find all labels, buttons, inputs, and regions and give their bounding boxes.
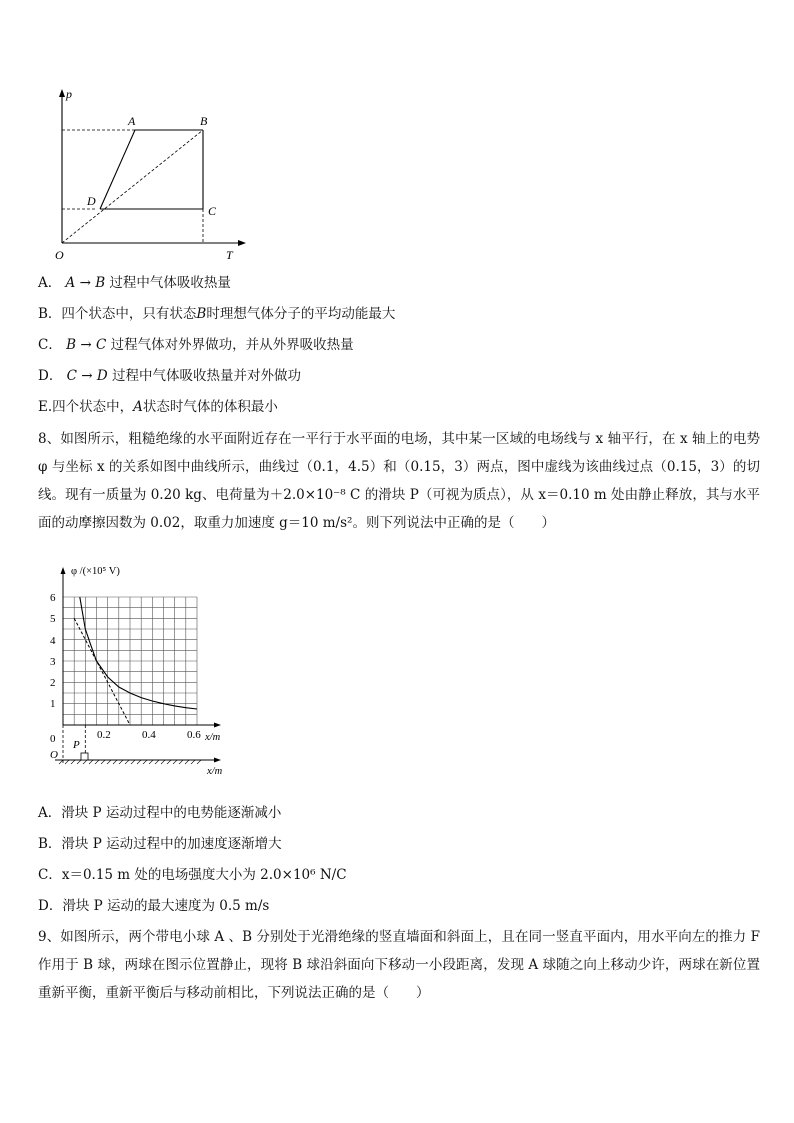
point-b-label: B [200,114,208,128]
slider-block [81,753,88,760]
y-tick: 1 [50,698,56,710]
x-tick: 0.2 [97,729,111,741]
q9-stem: 9、如图所示，两个带电小球 A 、B 分别处于光滑绝缘的竖直墙面和斜面上，且在同一竖直平面内，用水平向左的推力 F 作用于 B 球，两球在图示位置静止，现将 B 球沿斜面向下移动一小段距离，发现 A 球随之向上移动少许，两球在新位置重新平衡，重新平衡后与移动前相比，下列说法正确的是（ ） [38,929,760,1001]
origin-label: O [50,749,58,761]
q8-option-b: B．滑块 P 运动过程中的加速度逐渐增大 [38,836,282,852]
q7-option-a: A． A → B 过程中气体吸收热量 [38,275,231,291]
x-tick: 0.4 [142,729,156,741]
y-tick: 6 [50,592,56,604]
q8-option-c: C．x＝0.15 m 处的电场强度大小为 2.0×10⁶ N/C [38,867,347,883]
phi-x-graph [45,560,245,780]
pt-diagram [50,85,250,265]
q8-option-a: A．滑块 P 运动过程中的电势能逐渐减小 [38,805,282,821]
p-axis-label: p [66,87,72,101]
y-tick: 5 [50,613,56,625]
q7-option-b: B．四个状态中，只有状态B时理想气体分子的平均动能最大 [38,306,396,322]
point-d-label: D [87,194,96,208]
block-label: P [73,739,80,751]
t-axis-label: T [226,248,233,262]
origin-label: O [55,248,64,262]
q7-option-c: C． B → C 过程气体对外界做功，并从外界吸收热量 [38,337,354,353]
y-tick: 4 [50,635,56,647]
q7-option-e: E.四个状态中，A状态时气体的体积最小 [38,399,278,415]
q8-option-d: D．滑块 P 运动的最大速度为 0.5 m/s [38,898,270,914]
q7-option-d: D． C → D 过程中气体吸收热量并对外做功 [38,368,301,384]
y-tick: 3 [50,656,56,668]
point-c-label: C [208,204,217,218]
x-axis-label: x/m [205,732,221,743]
x-axis-label-lower: x/m [207,766,223,777]
q8-stem: 8、如图所示，粗糙绝缘的水平面附近存在一平行于水平面的电场，其中某一区域的电场线与 x 轴平行，在 x 轴上的电势 φ 与坐标 x 的关系如图中曲线所示，曲线过（0.1，4.5）和（0.15，3）两点，图中虚线为该曲线过点（0.15，3）的切线。现有一质量为 0.20 kg、电荷量为＋2.0×10⁻⁸ C 的滑块 P（可视为质点），从 x＝0.10 m 处由静止释放，其与水平面的动摩擦因数为 0.02，取重力加速度 g＝10 m/s²。则下列说法中正确的是（ ） [38,431,760,531]
point-a-label: A [128,114,136,128]
x-tick: 0.6 [187,729,201,741]
y-tick: 2 [50,677,56,689]
y-axis-label: φ /(×10⁵ V) [71,566,120,577]
zero-label: 0 [50,733,56,745]
